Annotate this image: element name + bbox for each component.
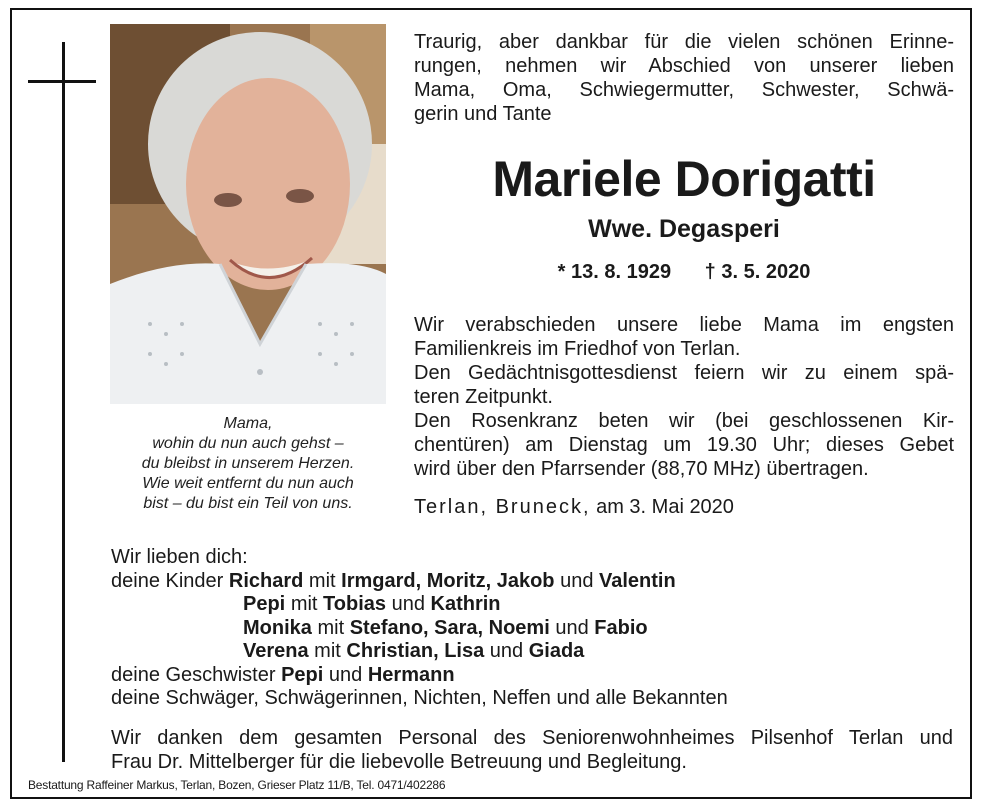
family-row (111, 640, 961, 664)
intro-line: gerin und Tante (414, 103, 552, 125)
funeral-home-footer: Bestattung Raffeiner Markus, Terlan, Bozen, Grieser Platz 11/B, Tel. 0471/402286 (28, 778, 446, 792)
deceased-name: Mariele Dorigatti (492, 151, 876, 207)
cross-icon-bar (28, 80, 96, 83)
family-row (111, 617, 961, 641)
poem-line: du bleibst in unserem Herzen. (141, 455, 355, 472)
others-row: deine Schwäger, Schwägerinnen, Nichten, Neffen und alle Bekannten (111, 687, 728, 709)
thanks-line: Wir danken dem gesamten Personal des Seniorenwohnheimes Pilsenhof Terlan und (111, 727, 953, 749)
info-line: Wir verabschieden unsere liebe Mama im engsten (414, 314, 954, 336)
family-list (111, 546, 961, 711)
family-heading: Wir lieben dich: (111, 546, 248, 568)
intro-line: Traurig, aber dankbar für die vielen schönen Erinne- (414, 31, 954, 53)
thanks-line: Frau Dr. Mittelberger für die liebevolle Betreuung und Begleitung. (111, 751, 687, 773)
portrait-photo (110, 24, 386, 404)
cross-icon (62, 42, 65, 762)
relative-name: Giada (528, 640, 585, 662)
info-line: Familienkreis im Friedhof von Terlan. (414, 338, 741, 360)
life-dates (414, 258, 954, 286)
child-name: Verena (243, 640, 309, 662)
funeral-info (414, 313, 954, 481)
intro-line: rungen, nehmen wir Abschied von unserer lieben (414, 55, 954, 77)
notice-date: am 3. Mai 2020 (596, 496, 734, 518)
poem (110, 414, 386, 514)
siblings-row (111, 664, 961, 688)
connector: und (555, 616, 589, 639)
place-date (414, 494, 734, 520)
connector: und (489, 640, 524, 662)
info-line: wird über den Pfarrsender (88,70 MHz) übertragen. (414, 458, 869, 480)
deceased-maiden-name: Wwe. Degasperi (588, 215, 780, 243)
poem-line: wohin du nun auch gehst – (152, 435, 344, 452)
connector: mit (317, 616, 345, 639)
relative-name: Fabio (594, 616, 648, 639)
relatives-names: Irmgard, Moritz, Jakob (341, 569, 555, 592)
relative-name: Kathrin (430, 593, 501, 615)
child-name: Pepi (243, 593, 286, 615)
place-names: Terlan, Bruneck, (414, 496, 591, 518)
info-line: teren Zeitpunkt. (414, 386, 553, 408)
sibling-name: Pepi (281, 663, 324, 686)
sibling-name: Hermann (367, 663, 455, 686)
child-name: Richard (228, 569, 304, 592)
birth-date: * 13. 8. 1929 (557, 261, 672, 283)
info-line: chentüren) am Dienstag um 19.30 Uhr; dieses Gebet (414, 434, 954, 456)
relatives-names: Tobias (323, 593, 387, 615)
child-name: Monika (243, 616, 312, 639)
connector: und (391, 593, 425, 615)
thanks-text (111, 726, 953, 774)
family-row (111, 593, 961, 617)
intro-text (414, 30, 954, 126)
connector: und (560, 569, 594, 592)
intro-line: Mama, Oma, Schwiegermutter, Schwester, Schwä- (414, 79, 954, 101)
connector: mit (290, 593, 318, 615)
relatives-names: Christian, Lisa (346, 640, 485, 662)
poem-line: bist – du bist ein Teil von uns. (143, 495, 353, 512)
poem-line: Mama, (223, 415, 273, 432)
info-line: Den Gedächtnisgottesdienst feiern wir zu einem spä- (414, 362, 954, 384)
relatives-names: Stefano, Sara, Noemi (349, 616, 550, 639)
death-date: † 3. 5. 2020 (704, 261, 811, 283)
connector: und (328, 663, 363, 686)
connector: mit (314, 640, 341, 662)
children-prefix: deine Kinder (111, 569, 224, 592)
relative-name: Valentin (599, 569, 676, 592)
info-line: Den Rosenkranz beten wir (bei geschlossenen Kir- (414, 410, 954, 432)
siblings-prefix: deine Geschwister (111, 663, 276, 686)
poem-line: Wie weit entfernt du nun auch (142, 475, 354, 492)
connector: mit (308, 569, 336, 592)
family-row (111, 570, 961, 594)
